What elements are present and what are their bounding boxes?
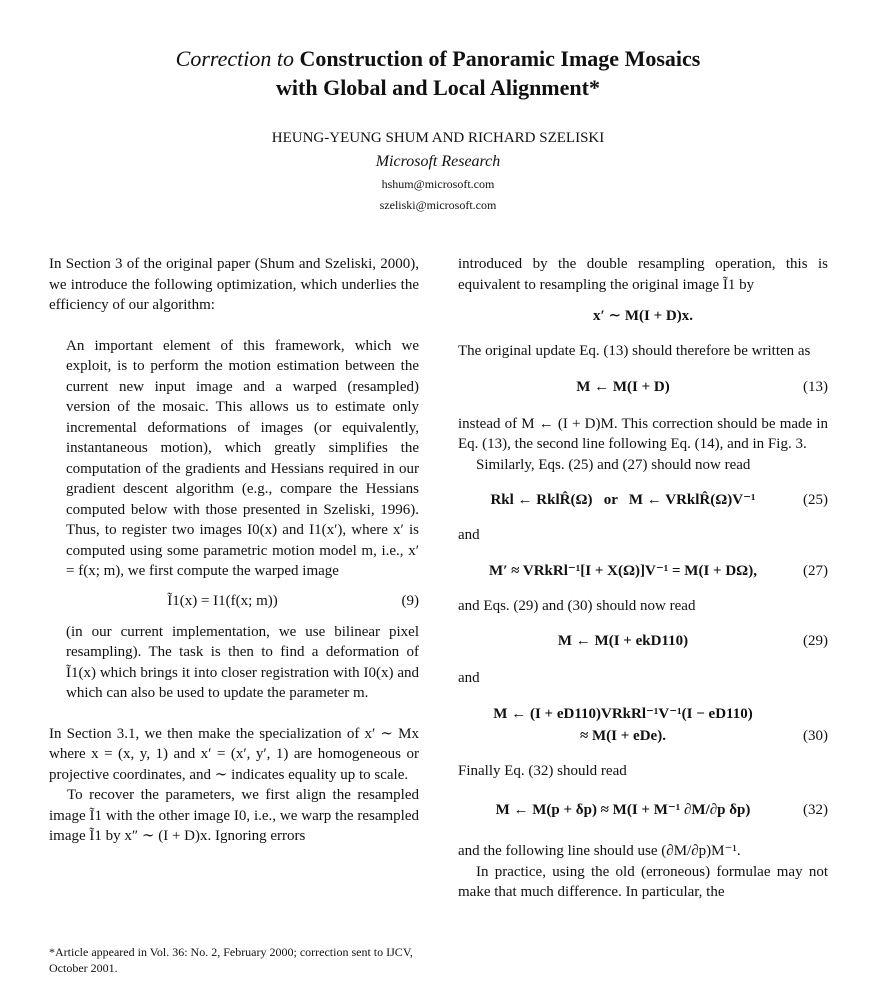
authors: HEUNG-YEUNG SHUM AND RICHARD SZELISKI [271, 130, 605, 146]
affiliation: Microsoft Research [375, 153, 501, 170]
paragraph-specialization: In Section 3.1, we then make the specialization of x′ ∼ Mx where x = (x, y, 1) and x′ = (x′, y′, 1) are homogeneous or projective coordinates, and ∼ indicates equality up to scale. [49, 725, 419, 783]
intro-paragraph: In Section 3 of the original paper (Shum and Szeliski, 2000), we introduce the following optimization, which underlies the efficiency of our algorithm: [49, 256, 419, 313]
equation-25-number: (25) [803, 492, 828, 508]
equation-29-expr: M ← M(I + ekD110) [557, 633, 689, 649]
right-paragraph-5: and Eqs. (29) and (30) should now read [458, 597, 696, 614]
equation-13 [458, 376, 828, 398]
quote-paragraph-1: An important element of this framework, which we exploit, is to perform the motion estimation between the current new input image and a warped (resampled) version of the mosaic. This allows us to estimate only incremental deformations of images (or equivalently, instantaneous motion), which greatly simplifies the computation of the gradients and Hessians required in our gradient descent algorithm (e.g., compare the Hessians computed below with those presented in Szeliski, 1996). Thus, to register two images I0(x) and I1(x′), where x′ is computed using some parametric motion model m, i.e., x′ = f(x; m), we first compute the warped image [66, 337, 419, 579]
equation-30-expr-a: M ← (I + eD110)VRkRl⁻¹V⁻¹(I − eD110) [493, 705, 753, 722]
footnote: *Article appeared in Vol. 36: No. 2, February 2000; correction sent to IJCV, October 2001. [49, 945, 413, 975]
and-text-2: and [458, 670, 480, 686]
equation-29-number: (29) [803, 633, 828, 649]
equation-resample [458, 305, 828, 327]
title-line2: with Global and Local Alignment* [276, 75, 600, 100]
email-szeliski[interactable]: szeliski@microsoft.com [379, 198, 497, 212]
equation-30-line-2 [458, 725, 828, 747]
equation-27-expr: M′ ≈ VRkRl⁻¹[I + X(Ω)]V⁻¹ = M(I + DΩ), [489, 562, 757, 579]
equation-30-number: (30) [803, 727, 828, 744]
equation-27-number: (27) [803, 562, 828, 579]
right-paragraph-8: In practice, using the old (erroneous) formulae may not make that much difference. In particular, the [458, 863, 828, 900]
equation-30-line-1 [458, 703, 828, 725]
title-correction: Correction to [175, 46, 294, 71]
equation-32-number: (32) [803, 802, 828, 818]
title-line1: Construction of Panoramic Image Mosaics [299, 46, 701, 71]
email-shum[interactable]: hshum@microsoft.com [381, 177, 495, 191]
paragraph-recover: To recover the parameters, we first align the resampled image Ĩ1 with the other image I0, i.e., we warp the resampled image Ĩ1 by x″ ∼ (I + D)x. Ignoring errors [49, 787, 419, 844]
equation-25-expr: Rkl ← RklR̂(Ω) or M ← VRklR̂(Ω)V⁻¹ [490, 492, 756, 508]
equation-32-expr: M ← M(p + δp) ≈ M(I + M⁻¹ ∂M/∂p δp) [495, 802, 751, 818]
paper-title [60, 44, 816, 102]
equation-resample-expr: x′ ∼ M(I + D)x. [593, 308, 693, 324]
equation-32 [458, 797, 828, 823]
right-paragraph-7: and the following line should use (∂M/∂p)M⁻¹. [458, 843, 741, 859]
right-column [458, 254, 828, 903]
right-paragraph-4: Similarly, Eqs. (25) and (27) should now read [476, 456, 751, 473]
equation-13-number: (13) [803, 378, 828, 395]
equation-9-expr: Ĩ1(x) = I1(f(x; m)) [167, 592, 278, 609]
equation-30-expr-b: ≈ M(I + eDe). [580, 727, 666, 744]
right-paragraph-6: Finally Eq. (32) should read [458, 762, 627, 779]
equation-29 [458, 630, 828, 652]
equation-27 [458, 560, 828, 582]
equation-9-number: (9) [401, 592, 419, 609]
left-column [49, 254, 419, 847]
right-paragraph-3: instead of M ← (I + D)M. This correction should be made in Eq. (13), the second line following Eq. (14), and in Fig. 3. [458, 415, 828, 452]
equation-9 [66, 590, 419, 612]
equation-13-expr: M ← M(I + D) [576, 378, 670, 395]
right-paragraph-1: introduced by the double resampling operation, this is equivalent to resampling the original image Ĩ1 by [458, 256, 828, 293]
quote-paragraph-2: (in our current implementation, we use bilinear pixel resampling). The task is then to find a deformation of Ĩ1(x) which brings it into closer registration with I0(x) and which can also be used to update the parameter m. [66, 623, 419, 701]
and-text-1: and [458, 527, 480, 543]
equation-25 [458, 489, 828, 511]
right-paragraph-2: The original update Eq. (13) should therefore be written as [458, 343, 811, 359]
